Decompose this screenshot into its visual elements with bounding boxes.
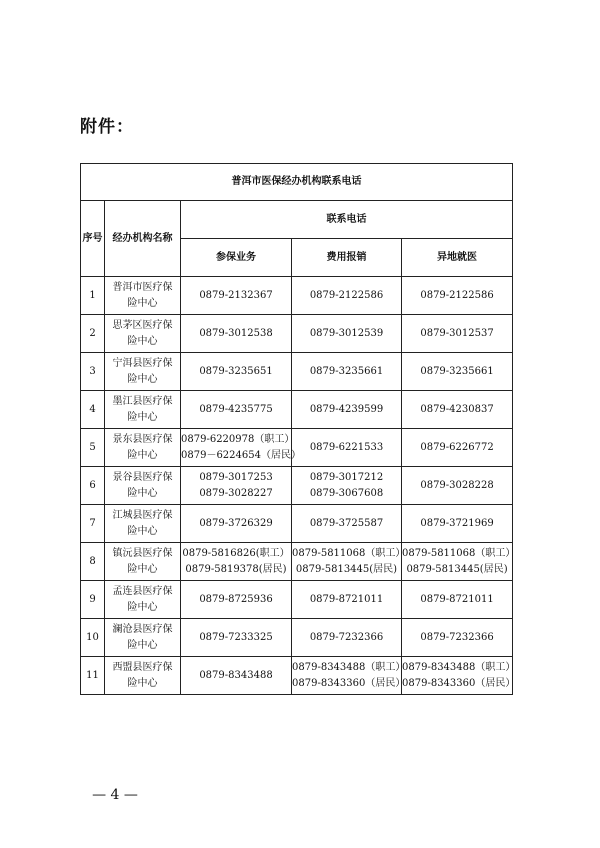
agency-name-cell (105, 657, 181, 695)
agency-name-line: 镇沅县医疗保 (112, 547, 173, 559)
enroll-phone-line: 0879-5819378(居民) (185, 563, 287, 575)
agency-name-line: 险中心 (127, 677, 158, 689)
table-row (81, 619, 513, 657)
enroll-phone-line: 0879-5816826(职工） (182, 547, 290, 559)
reimburse-phone-line: 0879-8343360（居民） (292, 677, 406, 689)
reimburse-phone-line: 0879-5811068（职工） (292, 547, 406, 559)
row-index: 10 (81, 619, 105, 657)
agency-name-line: 澜沧县医疗保 (112, 623, 173, 635)
agency-name-cell (105, 353, 181, 391)
col-index-header: 序号 (81, 201, 105, 277)
table-row (81, 467, 513, 505)
reimburse-phone-line: 0879-8721011 (309, 593, 384, 605)
enroll-phone-cell (181, 391, 292, 429)
remote-phone-line: 0879-7232366 (420, 631, 494, 643)
enroll-phone-cell (181, 467, 292, 505)
agency-name-line: 险中心 (127, 373, 158, 385)
reimburse-phone-line: 0879-3012539 (309, 327, 384, 339)
agency-name-cell (105, 581, 181, 619)
enroll-phone-cell (181, 353, 292, 391)
enroll-phone-line: 0879-7233325 (199, 631, 273, 643)
enroll-phone-line: 0879-3017253 (199, 471, 273, 483)
row-index: 1 (81, 277, 105, 315)
enroll-phone-cell (181, 277, 292, 315)
contact-table (80, 163, 516, 695)
agency-name-line: 险中心 (127, 487, 158, 499)
enroll-phone-line: 0879-3012538 (199, 327, 273, 339)
reimburse-phone-cell (292, 315, 402, 353)
remote-phone-cell (402, 391, 513, 429)
enroll-phone-cell (181, 505, 292, 543)
remote-phone-line: 0879-3028228 (420, 479, 494, 491)
enroll-phone-line: 0879-6220978（职工） (181, 433, 295, 445)
row-index: 5 (81, 429, 105, 467)
reimburse-phone-cell (292, 429, 402, 467)
table-row (81, 353, 513, 391)
agency-name-cell (105, 619, 181, 657)
agency-name-cell (105, 315, 181, 353)
row-index: 2 (81, 315, 105, 353)
reimburse-phone-line: 0879-3067608 (309, 487, 384, 499)
enroll-phone-cell (181, 429, 301, 467)
enroll-phone-cell (181, 315, 292, 353)
table-row (81, 315, 513, 353)
enroll-phone-line: 0879－6224654（居民） (181, 449, 301, 461)
agency-name-line: 孟连县医疗保 (112, 585, 173, 597)
reimburse-phone-line: 0879-3235661 (309, 365, 384, 377)
remote-phone-line: 0879-2122586 (420, 289, 494, 301)
reimburse-phone-line: 0879-5813445(居民) (295, 563, 398, 575)
enroll-phone-cell (181, 581, 292, 619)
remote-phone-cell (402, 467, 513, 505)
row-index: 8 (81, 543, 105, 581)
agency-name-cell (105, 505, 181, 543)
remote-phone-cell (402, 543, 516, 581)
page-number: — 4 — (92, 787, 138, 803)
reimburse-phone-cell (292, 391, 402, 429)
agency-name-line: 景谷县医疗保 (112, 471, 173, 483)
agency-name-line: 险中心 (127, 601, 158, 613)
enroll-phone-line: 0879-3726329 (199, 517, 273, 529)
agency-name-cell (105, 277, 181, 315)
reimburse-phone-cell (292, 277, 402, 315)
row-index: 9 (81, 581, 105, 619)
enroll-phone-cell (181, 619, 292, 657)
remote-phone-cell (402, 277, 513, 315)
agency-name-line: 思茅区医疗保 (112, 319, 173, 331)
enroll-phone-cell (181, 543, 292, 581)
reimburse-phone-cell (292, 353, 402, 391)
agency-name-line: 险中心 (127, 525, 158, 537)
agency-name-line: 险中心 (127, 411, 158, 423)
remote-phone-line: 0879-8343488（职工） (402, 661, 516, 673)
agency-name-cell (105, 467, 181, 505)
agency-name-line: 险中心 (127, 335, 158, 347)
reimburse-phone-cell (292, 619, 402, 657)
table-row (81, 581, 513, 619)
agency-name-line: 宁洱县医疗保 (112, 357, 173, 369)
table-row (81, 505, 513, 543)
enroll-phone-line: 0879-3235651 (199, 365, 273, 377)
table-row (81, 391, 513, 429)
reimburse-phone-cell (292, 505, 402, 543)
col-name-header: 经办机构名称 (105, 201, 181, 277)
remote-phone-cell (402, 429, 513, 467)
enroll-phone-line: 0879-4235775 (199, 403, 273, 415)
table-body (81, 277, 516, 695)
reimburse-phone-line: 0879-6221533 (309, 441, 384, 453)
remote-phone-line: 0879-6226772 (420, 441, 494, 453)
enroll-phone-line: 0879-8725936 (199, 593, 273, 605)
agency-name-line: 墨江县医疗保 (112, 395, 173, 407)
agency-name-line: 险中心 (127, 297, 158, 309)
table-title: 普洱市医保经办机构联系电话 (81, 164, 513, 201)
agency-name-line: 险中心 (127, 563, 158, 575)
row-index: 4 (81, 391, 105, 429)
col-contact-header: 联系电话 (181, 201, 513, 239)
enroll-phone-line: 0879-2132367 (199, 289, 273, 301)
table-row (81, 277, 513, 315)
remote-phone-line: 0879-3235661 (420, 365, 494, 377)
enroll-phone-line: 0879-8343488 (199, 669, 273, 681)
row-index: 7 (81, 505, 105, 543)
reimburse-phone-line: 0879-7232366 (309, 631, 384, 643)
remote-phone-line: 0879-8721011 (420, 593, 494, 605)
reimburse-phone-line: 0879-4239599 (309, 403, 384, 415)
reimburse-phone-cell (292, 543, 406, 581)
attachment-heading: 附件： (80, 117, 134, 137)
agency-name-line: 江城县医疗保 (112, 509, 173, 521)
subcol-reimburse-header: 费用报销 (292, 239, 402, 277)
row-index: 11 (81, 657, 105, 695)
subcol-remote-header: 异地就医 (402, 239, 513, 277)
remote-phone-line: 0879-3721969 (420, 517, 494, 529)
agency-name-line: 险中心 (127, 639, 158, 651)
reimburse-phone-cell (292, 467, 402, 505)
remote-phone-line: 0879-8343360（居民） (402, 677, 516, 689)
remote-phone-line: 0879-5811068（职工） (402, 547, 516, 559)
enroll-phone-line: 0879-3028227 (199, 487, 273, 499)
remote-phone-cell (402, 315, 513, 353)
table-row (81, 657, 513, 695)
agency-name-cell (105, 391, 181, 429)
reimburse-phone-line: 0879-8343488（职工） (292, 661, 406, 673)
reimburse-phone-cell (292, 657, 406, 695)
agency-name-line: 普洱市医疗保 (112, 281, 173, 293)
reimburse-phone-cell (292, 581, 402, 619)
agency-name-cell (105, 543, 181, 581)
agency-name-line: 西盟县医疗保 (112, 661, 173, 673)
remote-phone-cell (402, 657, 516, 695)
reimburse-phone-line: 0879-3017212 (309, 471, 384, 483)
remote-phone-line: 0879-5813445(居民) (406, 563, 508, 575)
remote-phone-cell (402, 505, 513, 543)
remote-phone-cell (402, 581, 513, 619)
subcol-enroll-header: 参保业务 (181, 239, 292, 277)
agency-name-cell (105, 429, 181, 467)
agency-name-line: 景东县医疗保 (112, 433, 173, 445)
agency-name-line: 险中心 (127, 449, 158, 461)
remote-phone-line: 0879-3012537 (420, 327, 494, 339)
reimburse-phone-line: 0879-2122586 (309, 289, 384, 301)
reimburse-phone-line: 0879-3725587 (309, 517, 384, 529)
remote-phone-line: 0879-4230837 (420, 403, 494, 415)
table-row (81, 429, 513, 467)
row-index: 6 (81, 467, 105, 505)
remote-phone-cell (402, 619, 513, 657)
enroll-phone-cell (181, 657, 292, 695)
table-row (81, 543, 513, 581)
row-index: 3 (81, 353, 105, 391)
remote-phone-cell (402, 353, 513, 391)
